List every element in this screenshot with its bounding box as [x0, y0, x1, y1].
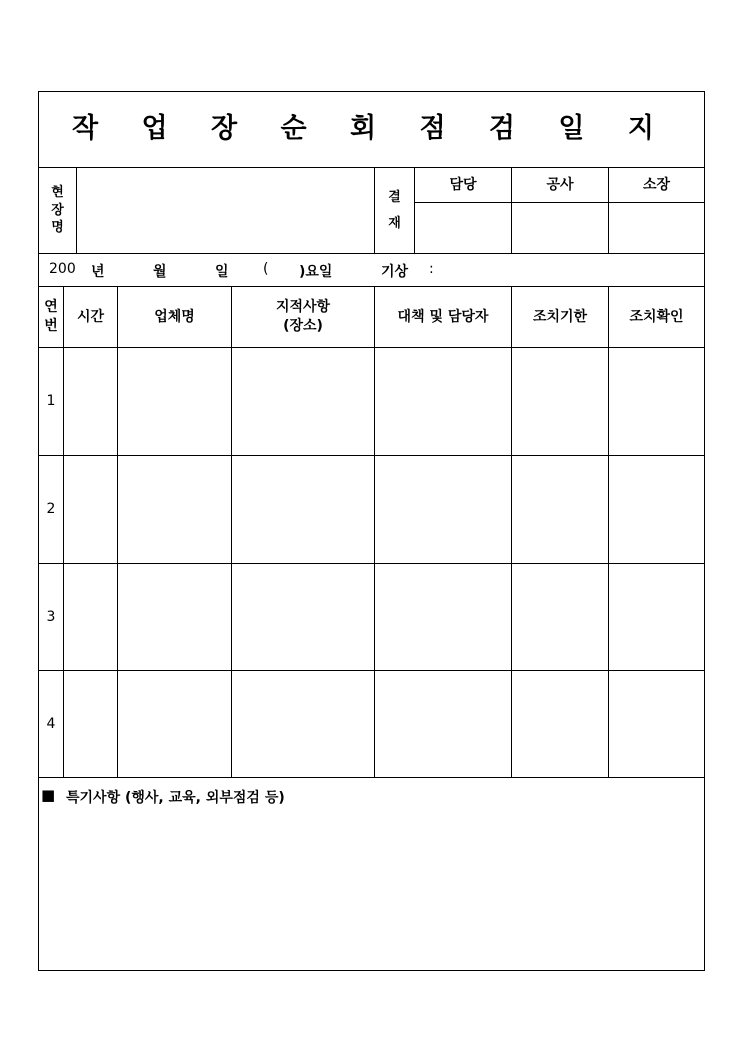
weather-label: 기상	[381, 264, 409, 280]
cell-findings[interactable]	[232, 564, 374, 670]
cell-confirm[interactable]	[609, 348, 704, 455]
row-number: 1	[46, 393, 56, 410]
cell-deadline[interactable]	[512, 348, 608, 455]
row-number: 4	[46, 715, 56, 732]
cell-company[interactable]	[118, 671, 231, 777]
cell-confirm[interactable]	[609, 456, 704, 563]
cell-company[interactable]	[118, 564, 231, 670]
cell-measures[interactable]	[375, 456, 511, 563]
cell-time[interactable]	[64, 348, 117, 455]
cell-company[interactable]	[118, 456, 231, 563]
cell-confirm[interactable]	[609, 564, 704, 670]
approval-sign-construction[interactable]	[512, 203, 608, 253]
cell-deadline[interactable]	[512, 456, 608, 563]
approval-header-manager: 담당	[449, 176, 477, 193]
cell-findings[interactable]	[232, 456, 374, 563]
weather-colon: :	[429, 261, 434, 277]
date-day-unit: 일	[215, 264, 229, 280]
table-row	[39, 671, 704, 777]
cell-measures[interactable]	[375, 348, 511, 455]
cell-time[interactable]	[64, 671, 117, 777]
remarks-section	[39, 778, 704, 970]
remarks-field[interactable]	[39, 812, 704, 968]
row-number: 2	[46, 501, 56, 518]
cell-confirm[interactable]	[609, 671, 704, 777]
date-year[interactable]: 200	[49, 261, 76, 277]
approval-header-director: 소장	[642, 176, 671, 193]
cell-company[interactable]	[118, 348, 231, 455]
cell-measures[interactable]	[375, 564, 511, 670]
col-header-deadline: 조치기한	[532, 308, 588, 325]
approval-label: 결 재	[388, 189, 401, 231]
col-header-findings: 지적사항 (장소)	[275, 299, 331, 334]
approval-sign-manager[interactable]	[415, 203, 511, 253]
site-name-field[interactable]	[77, 168, 374, 253]
date-year-unit: 년	[91, 264, 105, 280]
remarks-label: 특기사항 (행사, 교육, 외부점검 등)	[66, 790, 285, 806]
cell-findings[interactable]	[232, 348, 374, 455]
cell-deadline[interactable]	[512, 671, 608, 777]
cell-findings[interactable]	[232, 671, 374, 777]
cell-measures[interactable]	[375, 671, 511, 777]
weekday-label: )요일	[299, 264, 333, 280]
date-month-unit: 월	[153, 264, 167, 280]
col-header-measures: 대책 및 담당자	[397, 308, 489, 325]
col-header-company: 업체명	[154, 308, 195, 325]
inspection-log-form	[38, 91, 705, 971]
table-row	[39, 456, 704, 563]
col-header-confirm: 조치확인	[629, 308, 684, 325]
weekday-paren: (	[263, 261, 269, 277]
approval-header-construction: 공사	[546, 176, 574, 193]
col-header-time: 시간	[76, 308, 105, 325]
row-number: 3	[46, 608, 56, 625]
col-header-no: 연 번	[44, 299, 58, 334]
cell-deadline[interactable]	[512, 564, 608, 670]
site-name-label: 현 장 명	[51, 185, 64, 236]
form-title: 작 업 장 순 회 점 검 일 지	[72, 113, 671, 145]
table-row	[39, 348, 704, 455]
table-row	[39, 564, 704, 670]
cell-time[interactable]	[64, 456, 117, 563]
remarks-bullet-icon: ■	[41, 786, 56, 804]
date-line	[39, 254, 704, 286]
approval-sign-director[interactable]	[609, 203, 704, 253]
cell-time[interactable]	[64, 564, 117, 670]
